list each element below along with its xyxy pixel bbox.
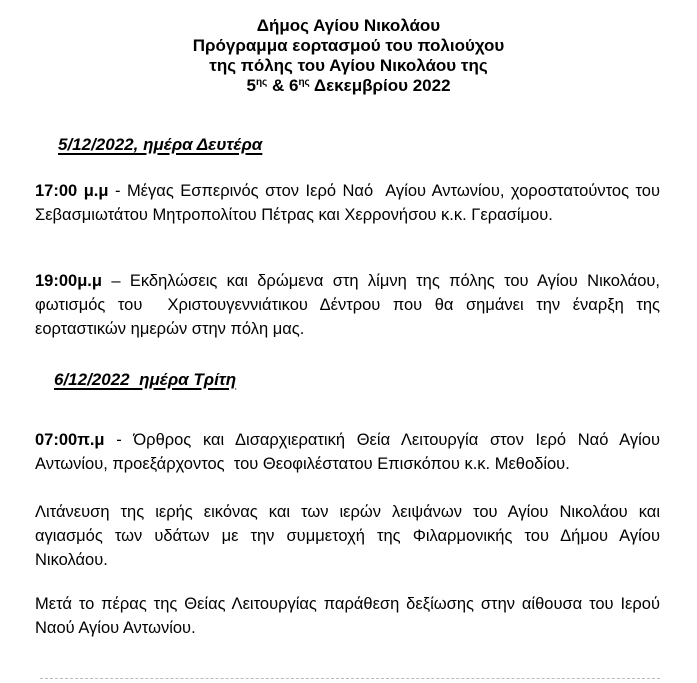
title-date-day2: 6 bbox=[288, 76, 299, 95]
day1-event-1 bbox=[35, 179, 665, 227]
title-line-municipality: Δήμος Αγίου Νικολάου bbox=[256, 16, 441, 35]
title-date-month-year: Δεκεμβρίου 2022 bbox=[309, 76, 451, 95]
day2-procession-text: Λιτάνευση της ιερής εικόνας και των ιερών λειψάνων του Αγίου Νικολάου και αγιασμός των υδάτων με την συμμετοχή της Φιλαρμονικής του Δήμου Αγίου Νικολάου. bbox=[35, 503, 660, 569]
title-date-suffix1: ης bbox=[255, 77, 268, 88]
day2-reception-text: Μετά το πέρας της Θείας Λειτουργίας παράθεση δεξίωσης στην αίθουσα του Ιερού Ναού Αγίου Αντωνίου. bbox=[35, 595, 660, 637]
event-description: – Εκδηλώσεις και δρώμενα στη λίμνη της πόλης του Αγίου Νικολάου, φωτισμός του Χριστουγεννιάτικου Δέντρου που θα σημάνει την έναρξη της εορταστικών ημερών στην πόλη μας. bbox=[35, 272, 670, 338]
day1-event-2 bbox=[35, 269, 670, 341]
event-description: - Μέγας Εσπερινός στον Ιερό Ναό Αγίου Αντωνίου, χοροστατούντος του Σεβασμιωτάτου Μητροπολίτου Πέτρας και Χερρονήσου κ.κ. Γερασίμου. bbox=[35, 182, 665, 224]
title-date-day1: 5 bbox=[246, 76, 256, 95]
day2-event-1 bbox=[35, 428, 664, 476]
day2-heading: 6/12/2022 ημέρα Τρίτη bbox=[54, 370, 237, 389]
event-description: - Όρθρος και Δισαρχιερατική Θεία Λειτουργία στον Ιερό Ναό Αγίου Αντωνίου, προεξάρχοντος του Θεοφιλέστατου Επισκόπου κ.κ. Μεθοδίου. bbox=[35, 431, 664, 473]
title-line-dates bbox=[0, 76, 697, 96]
document-title bbox=[0, 16, 697, 96]
title-line-city: της πόλης του Αγίου Νικολάου της bbox=[209, 56, 488, 75]
title-date-suffix2: ης bbox=[298, 77, 310, 88]
event-time: 17:00 μ.μ bbox=[35, 182, 109, 200]
event-time: 19:00μ.μ bbox=[35, 272, 102, 290]
title-line-program: Πρόγραμμα εορτασμού του πολιούχου bbox=[192, 36, 505, 55]
day1-heading: 5/12/2022, ημέρα Δευτέρα bbox=[58, 135, 263, 154]
event-time: 07:00π.μ bbox=[35, 431, 105, 449]
title-date-ampersand: & bbox=[267, 76, 289, 95]
bottom-divider bbox=[40, 678, 660, 679]
